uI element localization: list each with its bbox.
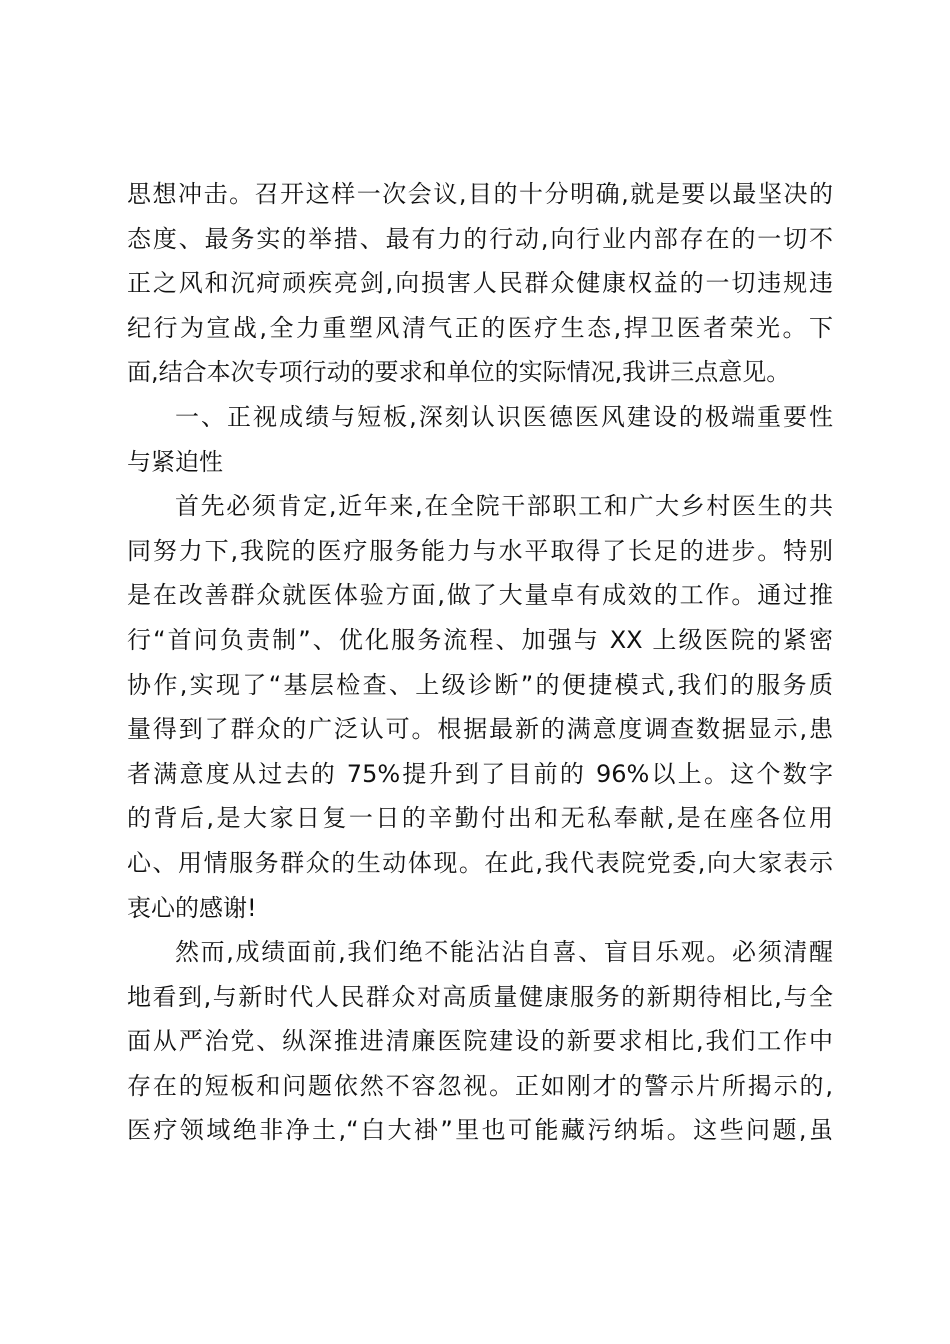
text-line: 衷心的感谢! [127, 893, 257, 922]
text-line: 面,结合本次专项行动的要求和单位的实际情况,我讲三点意见。 [127, 358, 791, 387]
text-line: 正之风和沉疴顽疾亮剑,向损害人民群众健康权益的一切违规违 [127, 269, 833, 298]
document-body [127, 172, 833, 1153]
text-line: 思想冲击。召开这样一次会议,目的十分明确,就是要以最坚决的 [127, 180, 833, 208]
text-line: 纪行为宣战,全力重塑风清气正的医疗生态,捍卫医者荣光。下 [127, 313, 833, 342]
heading-line: 一、正视成绩与短板,深刻认识医德医风建设的极端重要性 [175, 402, 833, 431]
paragraph-achievements [127, 484, 833, 930]
text-line: 心、用情服务群众的生动体现。在此,我代表院党委,向大家表示 [127, 848, 833, 877]
paragraph-shortcomings [127, 930, 833, 1153]
text-line: 面从严治党、纵深推进清廉医院建设的新要求相比,我们工作中 [127, 1027, 833, 1056]
text-line: 的背后,是大家日复一日的辛勤付出和无私奉献,是在座各位用 [127, 804, 833, 833]
paragraph-opening [127, 172, 833, 395]
text-line: 存在的短板和问题依然不容忽视。正如刚才的警示片所揭示的, [127, 1071, 833, 1100]
text-line: 是在改善群众就医体验方面,做了大量卓有成效的工作。通过推 [127, 581, 833, 610]
text-line: 行“首问负责制”、优化服务流程、加强与 XX 上级医院的紧密 [127, 625, 833, 654]
text-line: 协作,实现了“基层检查、上级诊断”的便捷模式,我们的服务质 [127, 670, 833, 699]
text-line: 首先必须肯定,近年来,在全院干部职工和广大乡村医生的共 [175, 492, 833, 521]
text-line: 态度、最务实的举措、最有力的行动,向行业内部存在的一切不 [127, 224, 833, 253]
text-line: 同努力下,我院的医疗服务能力与水平取得了长足的进步。特别 [127, 536, 833, 565]
text-line: 量得到了群众的广泛认可。根据最新的满意度调查数据显示,患 [127, 715, 833, 744]
text-line: 医疗领域绝非净土,“白大褂”里也可能藏污纳垢。这些问题,虽 [127, 1116, 833, 1145]
heading-line: 与紧迫性 [127, 447, 223, 476]
text-line: 然而,成绩面前,我们绝不能沾沾自喜、盲目乐观。必须清醒 [175, 938, 833, 967]
section-heading-1 [127, 395, 833, 484]
text-line: 者满意度从过去的 75%提升到了目前的 96%以上。这个数字 [127, 759, 833, 788]
text-line: 地看到,与新时代人民群众对高质量健康服务的新期待相比,与全 [127, 982, 833, 1011]
